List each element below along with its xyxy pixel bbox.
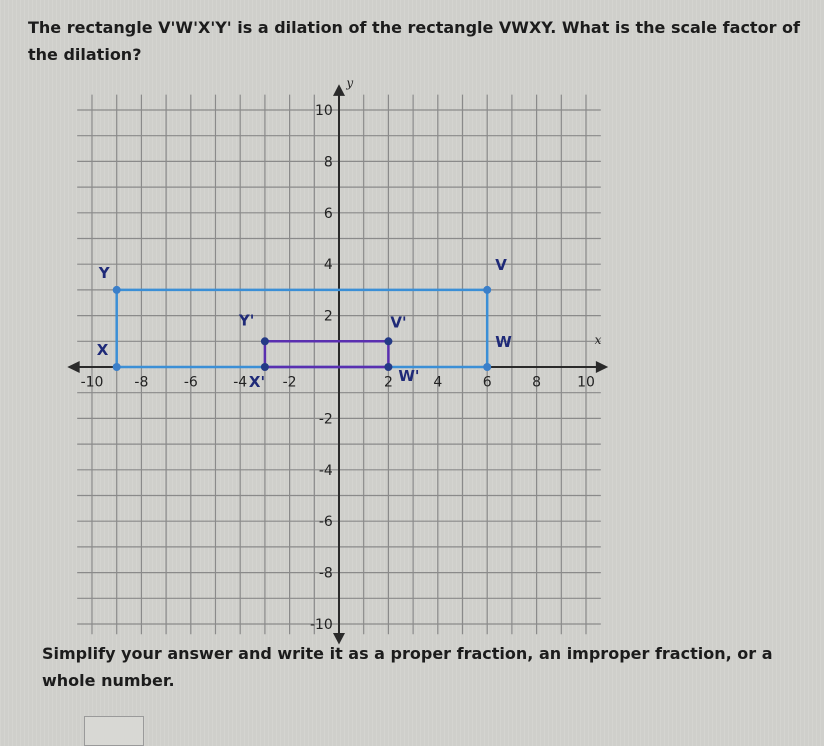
y-tick-label: -6 (318, 514, 333, 531)
point-v (483, 286, 491, 294)
x-tick-label: 2 (383, 374, 393, 391)
y-tick-label: -10 (309, 617, 333, 633)
point-label: V' (390, 313, 407, 332)
x-tick-label: 4 (433, 374, 443, 391)
point-label: V (495, 255, 507, 274)
point-y (113, 286, 121, 294)
point-label: Y' (238, 311, 255, 330)
y-tick-label: -4 (318, 462, 333, 479)
x-tick-label: -6 (183, 374, 198, 391)
y-tick-label: -8 (318, 565, 333, 582)
x-tick-label: -8 (134, 374, 149, 391)
x-axis-arrow-left (67, 361, 79, 373)
y-tick-label: 4 (323, 257, 333, 274)
y-tick-label: -2 (318, 411, 333, 428)
point-v-prime (384, 337, 392, 345)
point-label: Y (98, 263, 110, 282)
rectangles (117, 290, 488, 367)
answer-input[interactable] (84, 716, 144, 746)
x-tick-label: -2 (282, 374, 297, 391)
x-tick-label: -10 (80, 374, 104, 391)
point-w-prime (384, 363, 392, 371)
y-axis-arrow-up (333, 84, 345, 96)
point-label: X' (248, 373, 266, 391)
rectangle-original (117, 290, 488, 367)
x-tick-labels (81, 374, 595, 390)
point-x (113, 363, 121, 371)
point-y-prime (261, 337, 269, 345)
x-axis-label: x (594, 332, 602, 347)
y-tick-label: 8 (323, 154, 333, 171)
x-tick-label: 8 (532, 374, 542, 391)
rectangle-image (265, 341, 389, 367)
point-label: X (96, 341, 109, 359)
instruction-text: Simplify your answer and write it as a proper fraction, an improper fraction, or a whole number. (42, 644, 773, 690)
point-w (483, 363, 491, 371)
points (97, 256, 513, 391)
point-label: W (495, 333, 512, 351)
x-tick-label: 6 (482, 374, 492, 391)
point-label: W' (398, 367, 420, 385)
point-x-prime (261, 363, 269, 371)
question-text: The rectangle V'W'X'Y' is a dilation of the rectangle VWXY. What is the scale factor of the dilation? (28, 18, 800, 64)
y-tick-label: 10 (314, 103, 333, 119)
y-tick-label: 6 (323, 205, 333, 222)
y-tick-label: 2 (323, 308, 333, 325)
x-tick-label: 10 (577, 374, 595, 391)
x-axis-arrow-right (596, 361, 608, 373)
x-tick-label: -4 (233, 374, 248, 391)
y-axis-label: y (346, 75, 354, 90)
